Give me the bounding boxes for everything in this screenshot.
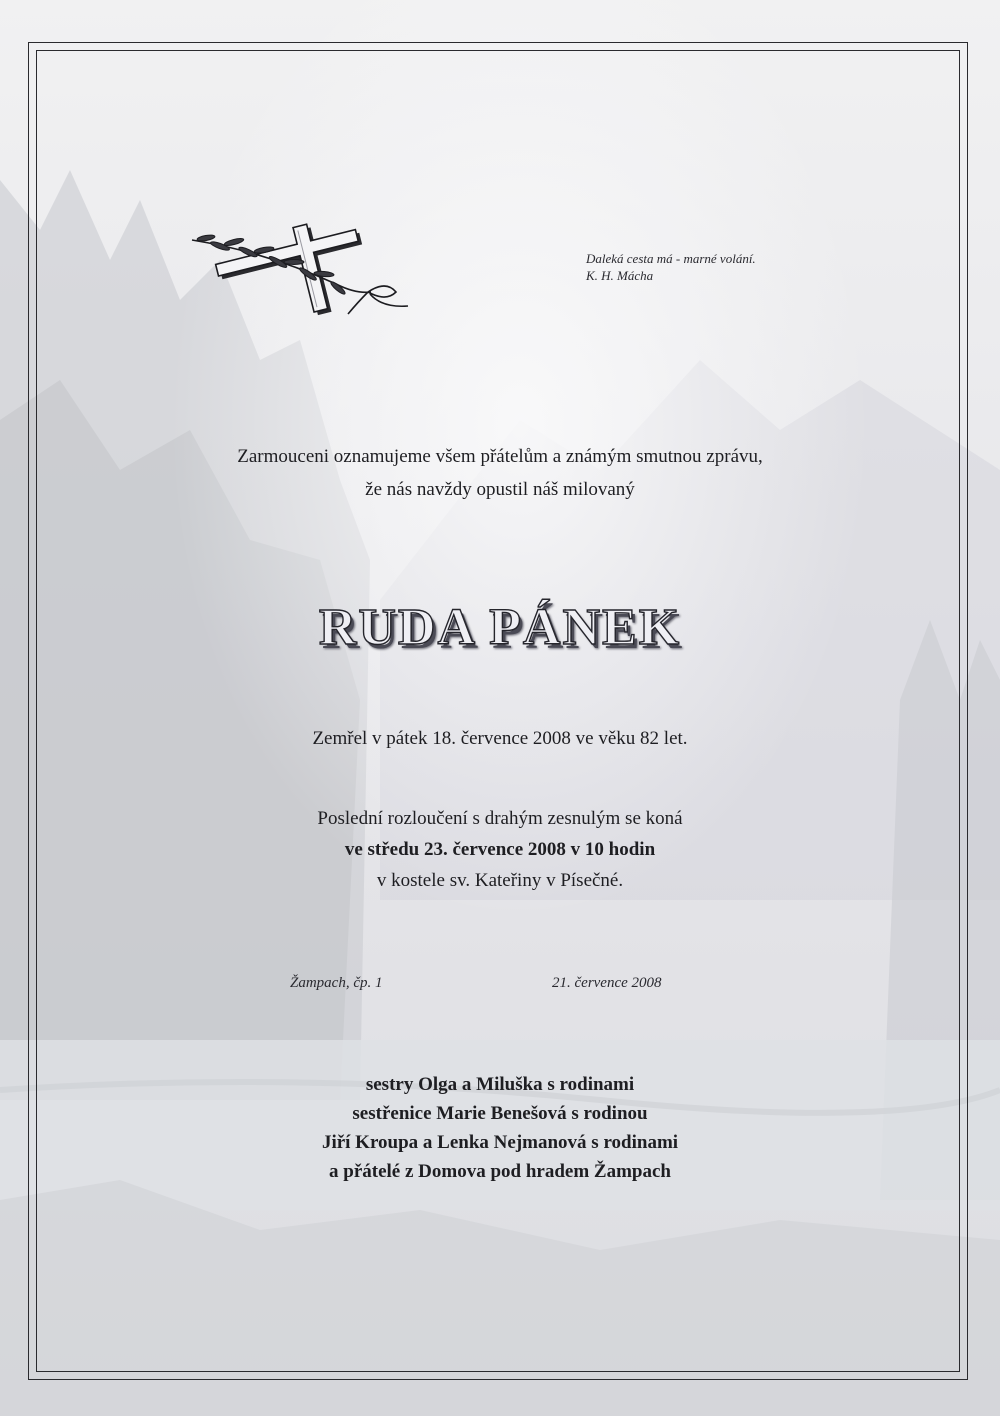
mourner-line: a přátelé z Domova pod hradem Žampach — [329, 1161, 671, 1182]
farewell-info — [0, 803, 1000, 896]
place: Žampach, čp. 1 — [290, 975, 383, 991]
death-notice: Zemřel v pátek 18. července 2008 ve věku 82 let. — [312, 728, 688, 749]
cross-with-palm-branch-icon — [186, 222, 416, 322]
motto-author: K. H. Mácha — [586, 268, 654, 283]
mourner-line: Jiří Kroupa a Lenka Nejmanová s rodinami — [321, 1132, 679, 1153]
date: 21. července 2008 — [552, 975, 662, 991]
farewell-location: v kostele sv. Kateřiny v Písečné. — [376, 870, 624, 891]
mourners-list — [0, 1070, 1000, 1186]
farewell-date-time: ve středu 23. července 2008 v 10 hodin — [344, 839, 656, 860]
farewell-line-1: Poslední rozloučení s drahým zesnulým se koná — [317, 808, 683, 829]
mourner-line: sestřenice Marie Benešová s rodinou — [352, 1103, 648, 1124]
announcement-line-2: že nás navždy opustil náš milovaný — [365, 479, 635, 500]
deceased-name: RUDA PÁNEK — [318, 599, 682, 656]
announcement — [0, 440, 1000, 506]
motto-quote: Daleká cesta má - marné volání. — [586, 251, 756, 266]
mourner-line: sestry Olga a Miluška s rodinami — [365, 1074, 635, 1095]
motto — [586, 250, 846, 284]
announcement-line-1: Zarmouceni oznamujeme všem přátelům a známým smutnou zprávu, — [237, 446, 763, 467]
